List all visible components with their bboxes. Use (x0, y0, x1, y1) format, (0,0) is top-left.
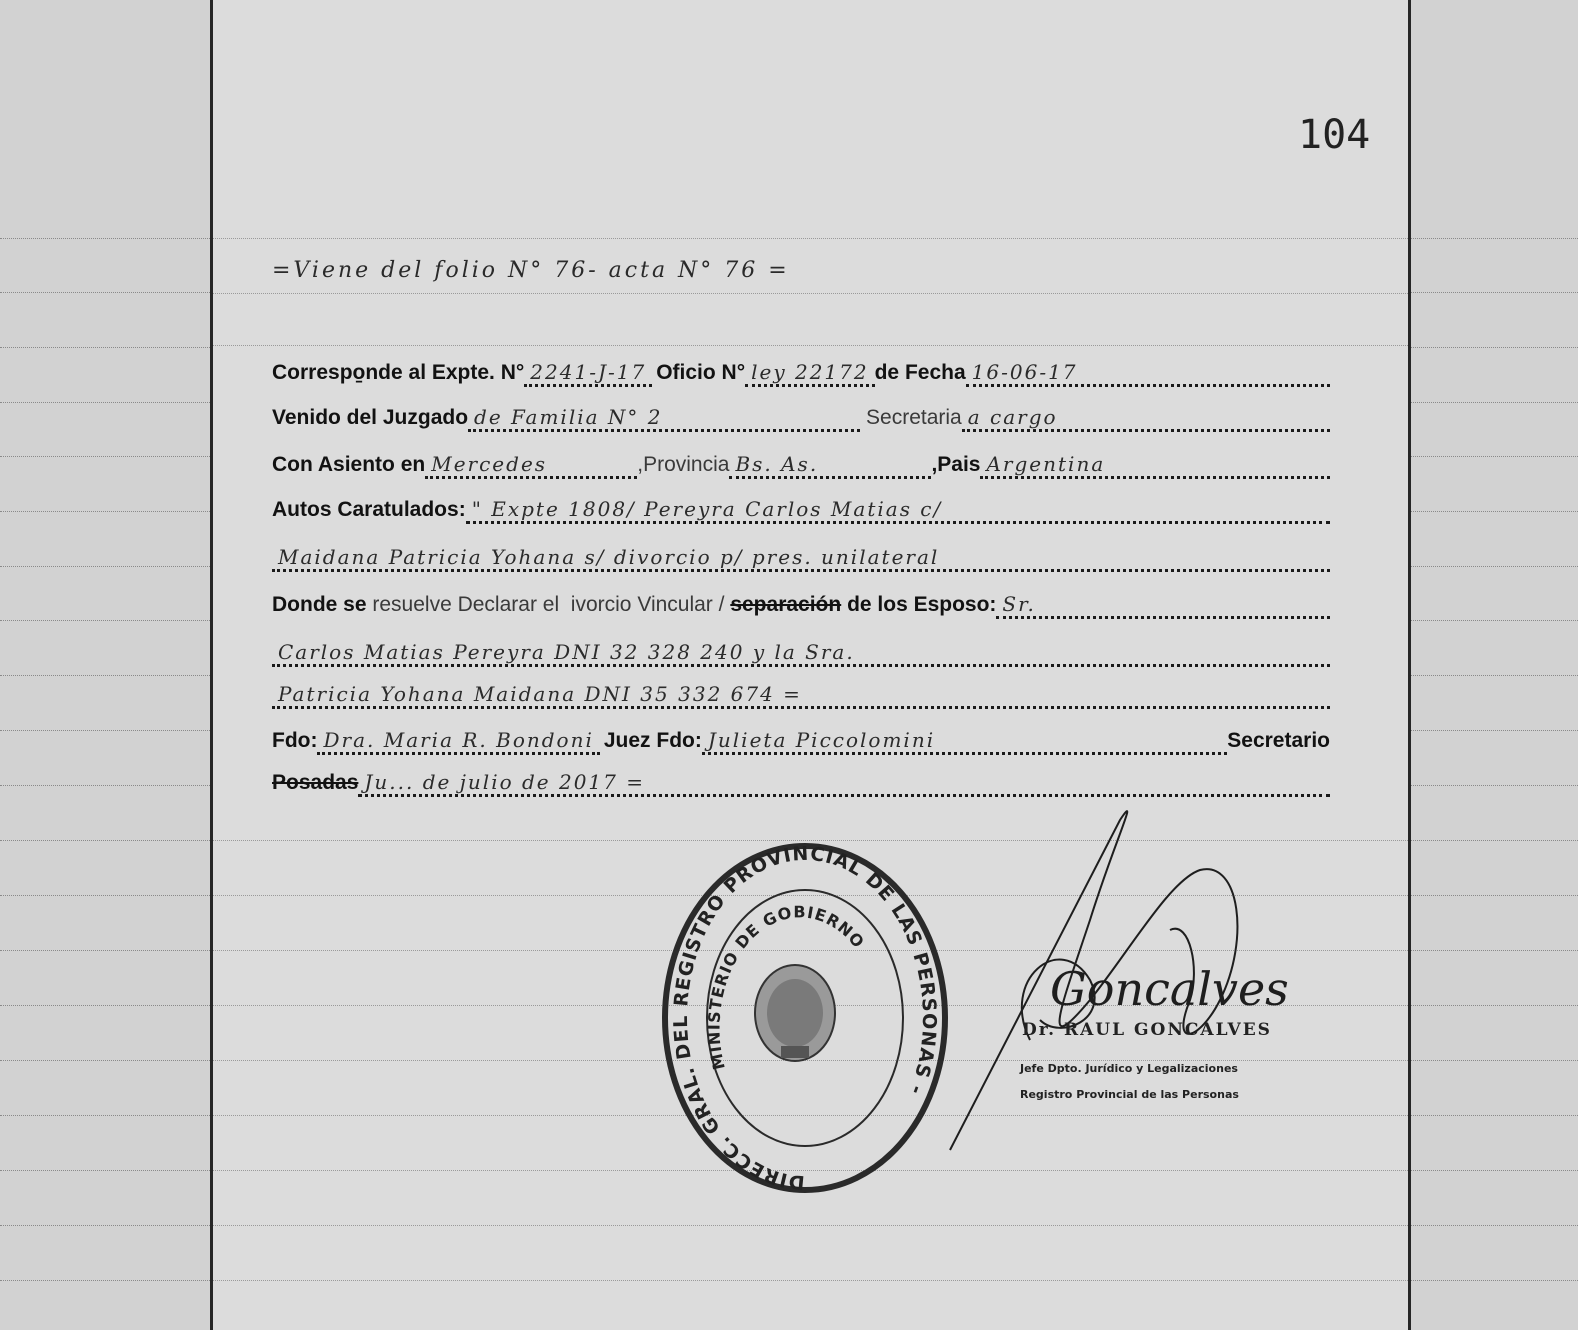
row-asiento (272, 452, 1330, 479)
seal-outer-text: DIRECC. GRAL. DEL REGISTRO PROVINCIAL DE LAS PERSONAS - (669, 842, 941, 1194)
autos-value-1: " Expte 1808/ Pereyra Carlos Matias c/ (466, 497, 1330, 524)
expte-label: Correspo̱nde al Expte. N° (272, 361, 525, 384)
asiento-value: Mercedes (425, 452, 637, 479)
fecha-value: 16-06-17 (966, 360, 1330, 387)
signatory-title-1: Jefe Dpto. Jurídico y Legalizaciones (1020, 1062, 1238, 1075)
row-posadas (272, 770, 1330, 797)
autos-value-2: Maidana Patricia Yohana s/ divorcio p/ pres. unilateral (272, 545, 1330, 572)
pais-value: Argentina (980, 452, 1330, 479)
row-firmas (272, 728, 1330, 755)
provincia-label: ,Provincia (637, 453, 730, 476)
juez-label: Juez Fdo: (603, 729, 702, 752)
signatory-name: Dr. RAUL GONCALVES (1022, 1020, 1272, 1040)
registry-seal (655, 838, 955, 1198)
juzgado-label: Venido del Juzgado (272, 406, 469, 429)
juzgado-value: de Familia N° 2 (468, 405, 860, 432)
esposo-2: Patricia Yohana Maidana DNI 35 332 674 = (272, 682, 1330, 709)
donde-label-3: ivorcio Vincular / (570, 593, 725, 616)
fdo-juez-value: Dra. Maria R. Bondoni (317, 728, 599, 755)
fdo-label: Fdo: (272, 729, 318, 752)
posadas-value: Ju... de julio de 2017 = (358, 770, 1330, 797)
row-donde (272, 592, 1330, 619)
fecha-label: de Fecha (874, 361, 966, 384)
donde-struck: separación (730, 593, 842, 616)
coat-of-arms-icon (755, 965, 835, 1061)
row-autos-cont (272, 545, 1330, 572)
secretario-label: Secretario (1227, 729, 1330, 752)
provincia-value: Bs. As. (729, 452, 931, 479)
expte-value: 2241-J-17 (524, 360, 652, 387)
signatory-title-2: Registro Provincial de las Personas (1020, 1088, 1239, 1101)
secretaria-value: a cargo (962, 405, 1330, 432)
autos-label: Autos Caratulados: (272, 498, 466, 521)
row-autos (272, 497, 1330, 524)
pais-label: ,Pais (931, 453, 981, 476)
row-juzgado (272, 405, 1330, 432)
posadas-label: Posadas (272, 771, 359, 794)
donde-label-1: Donde se (272, 593, 367, 616)
secretaria-label: Secretaria (866, 406, 962, 429)
oficio-label: Oficio N° (656, 361, 746, 384)
row-expediente (272, 360, 1330, 387)
donde-label-2: resuelve Declarar el (372, 593, 560, 616)
seal-inner-text: MINISTERIO DE GOBIERNO (704, 902, 869, 1072)
donde-label-4: de los Esposo: (847, 593, 997, 616)
fdo-sec-value: Julieta Piccolomini (702, 728, 1227, 755)
signature-script: Goncalves (1050, 962, 1289, 1016)
signature-icon (940, 800, 1300, 1160)
oficio-value: ley 22172 (745, 360, 875, 387)
folio-number: 104 (1298, 112, 1371, 158)
donde-value: Sr. (996, 592, 1330, 619)
asiento-label: Con Asiento en (272, 453, 426, 476)
esposo-1: Carlos Matias Pereyra DNI 32 328 240 y la Sra. (272, 640, 1330, 667)
header-note: =Viene del folio N° 76- acta N° 76 = (272, 258, 790, 283)
row-esposo-2 (272, 682, 1330, 709)
row-esposo-1 (272, 640, 1330, 667)
